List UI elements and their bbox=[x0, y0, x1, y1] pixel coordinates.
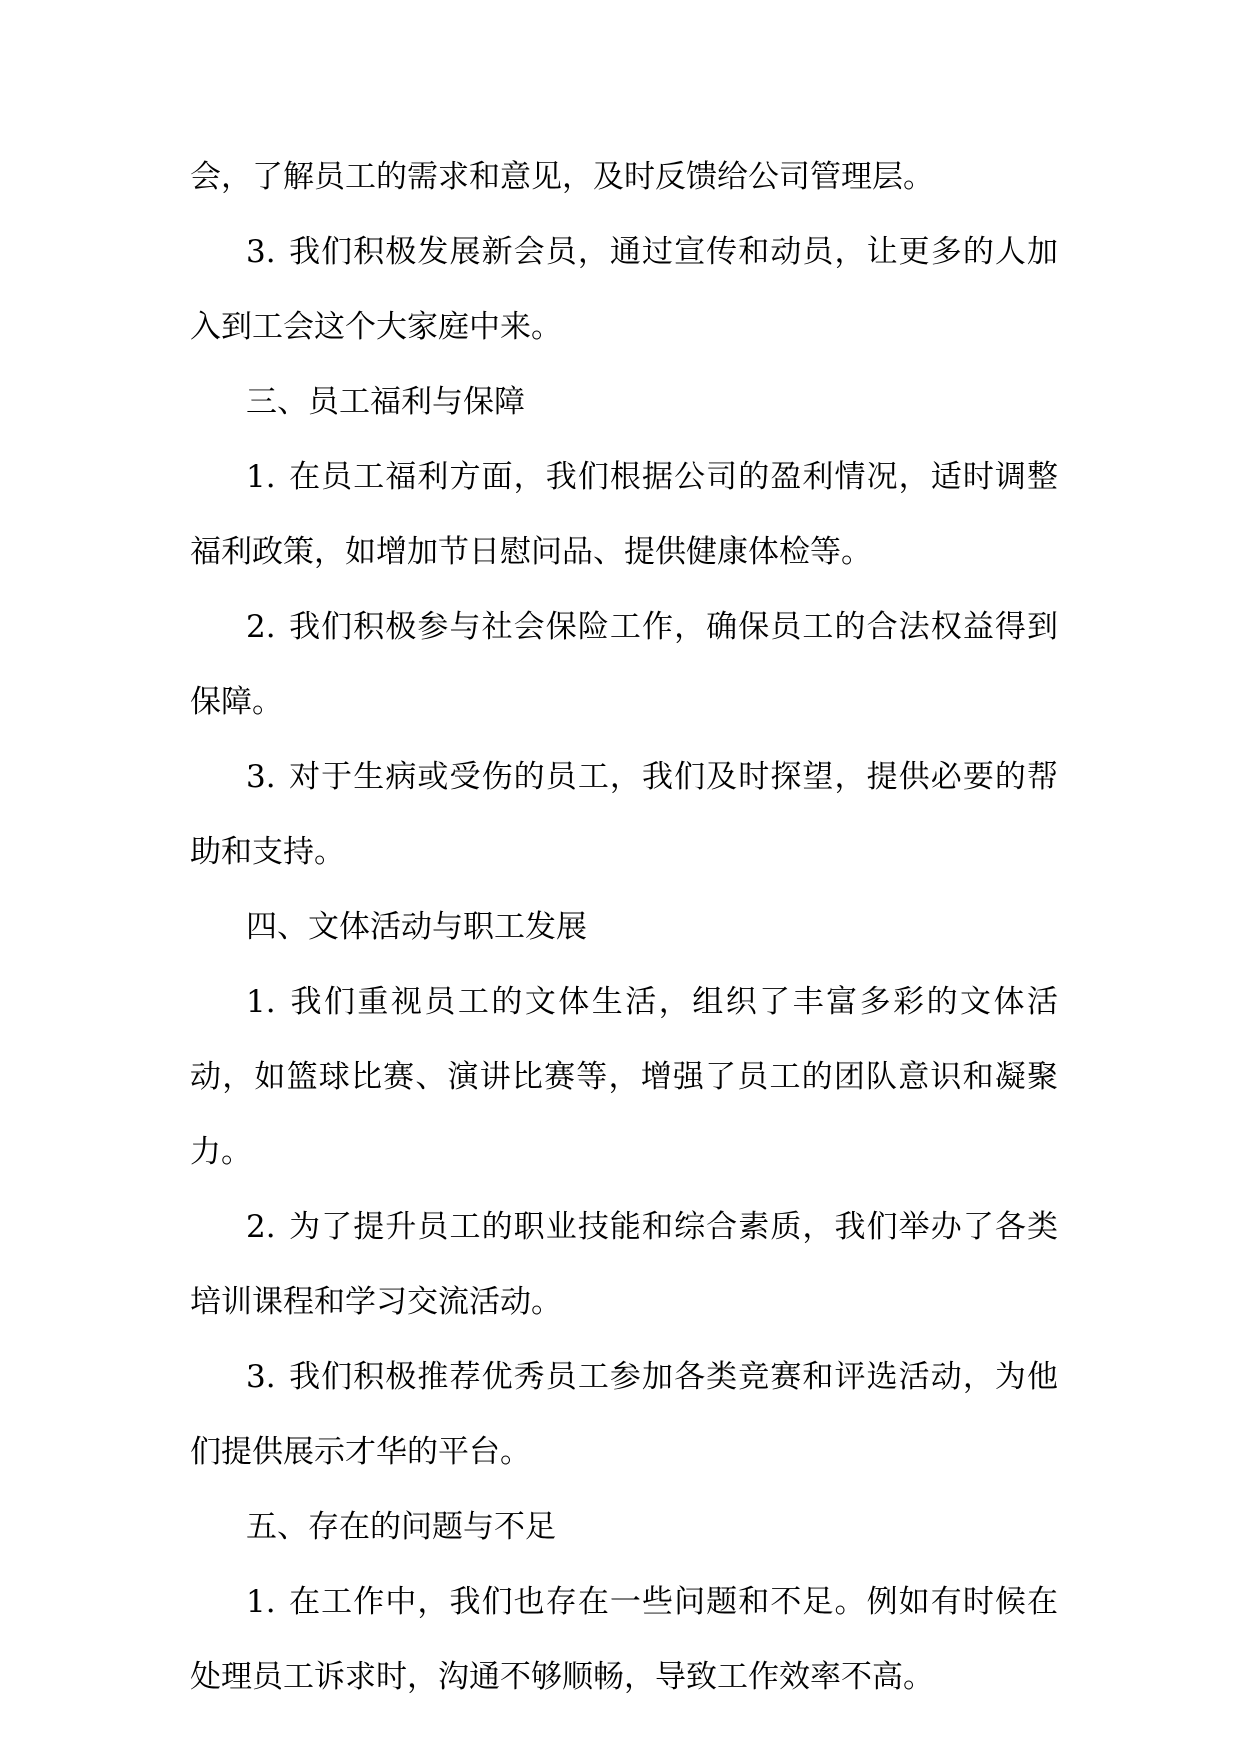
list-item bbox=[190, 215, 1058, 365]
section-heading: 三、员工福利与保障 bbox=[246, 384, 525, 420]
list-item bbox=[190, 1565, 1058, 1715]
list-item-number: 2. bbox=[246, 1209, 276, 1245]
list-item bbox=[190, 740, 1058, 890]
list-item-number: 1. bbox=[246, 1584, 276, 1620]
list-item-number: 3. bbox=[246, 1359, 276, 1395]
list-item-number: 2. bbox=[246, 609, 276, 645]
list-item-text: 我们积极发展新会员，通过宣传和动员，让更多的人加入到工会这个大家庭中来。 bbox=[190, 234, 1058, 345]
list-item bbox=[190, 1340, 1058, 1490]
list-item-text: 在工作中，我们也存在一些问题和不足。例如有时候在处理员工诉求时，沟通不够顺畅，导致工作效率不高。 bbox=[190, 1584, 1058, 1695]
list-item bbox=[190, 1190, 1058, 1340]
list-item bbox=[190, 965, 1058, 1190]
list-item-number: 1. bbox=[246, 984, 276, 1020]
list-item-text: 我们积极参与社会保险工作，确保员工的合法权益得到保障。 bbox=[190, 609, 1058, 720]
list-item-number: 1. bbox=[246, 459, 276, 495]
list-item-text: 为了提升员工的职业技能和综合素质，我们举办了各类培训课程和学习交流活动。 bbox=[190, 1209, 1058, 1320]
list-item-text: 对于生病或受伤的员工，我们及时探望，提供必要的帮助和支持。 bbox=[190, 759, 1058, 870]
list-item bbox=[190, 440, 1058, 590]
document-body bbox=[190, 140, 1058, 1715]
list-item-text: 我们重视员工的文体生活，组织了丰富多彩的文体活动，如篮球比赛、演讲比赛等，增强了员工的团队意识和凝聚力。 bbox=[190, 984, 1058, 1170]
section-heading: 五、存在的问题与不足 bbox=[246, 1509, 556, 1545]
list-item-text: 我们积极推荐优秀员工参加各类竞赛和评选活动，为他们提供展示才华的平台。 bbox=[190, 1359, 1058, 1470]
paragraph-continuation: 会，了解员工的需求和意见，及时反馈给公司管理层。 bbox=[190, 159, 934, 195]
section-heading: 四、文体活动与职工发展 bbox=[246, 909, 587, 945]
list-item-number: 3. bbox=[246, 759, 276, 795]
list-item bbox=[190, 590, 1058, 740]
list-item-text: 在员工福利方面，我们根据公司的盈利情况，适时调整福利政策，如增加节日慰问品、提供健康体检等。 bbox=[190, 459, 1058, 570]
list-item-number: 3. bbox=[246, 234, 276, 270]
